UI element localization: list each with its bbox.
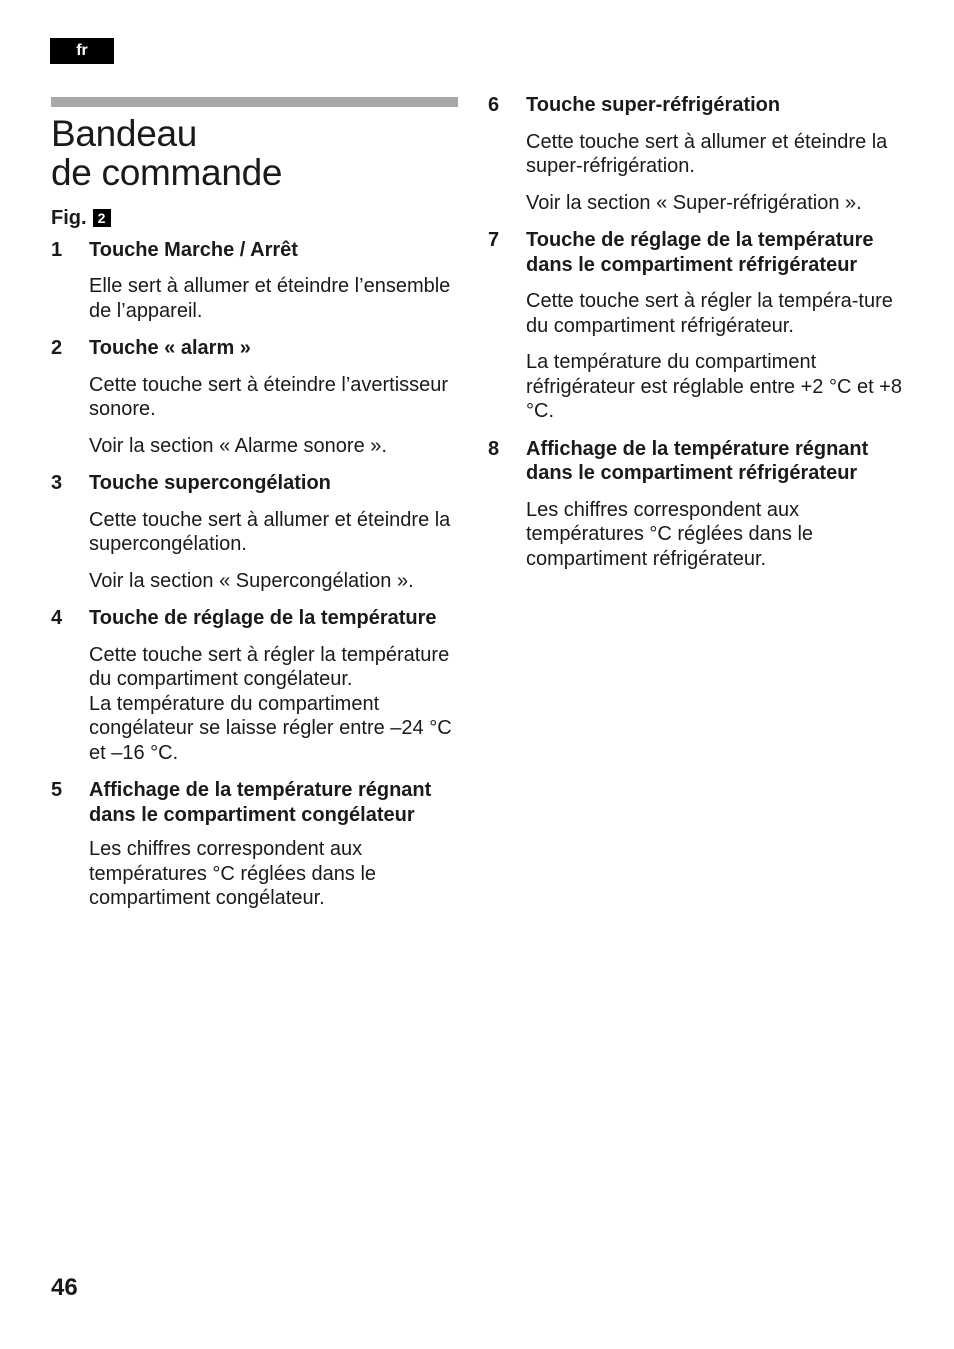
list-item [51, 238, 471, 324]
item-number: 3 [51, 472, 63, 494]
item-title: Touche super-réfrigération [526, 94, 781, 116]
item-paragraph: Voir la section « Super-réfrigération ». [526, 191, 862, 214]
item-heading [51, 606, 471, 631]
list-item [51, 471, 471, 593]
item-title: Touche « alarm » [89, 337, 251, 359]
item-paragraph: Cette touche sert à régler la température du compartiment congélateur. [89, 643, 450, 690]
item-paragraph: Cette touche sert à allumer et éteindre la super-réfrigération. [526, 130, 888, 177]
item-paragraph: Les chiffres correspondent aux températures °C réglées dans le compartiment réfrigérateur. [526, 498, 814, 570]
section-rule [51, 97, 458, 107]
item-paragraph: Cette touche sert à éteindre l’avertisseur sonore. [89, 373, 449, 420]
item-paragraph: Voir la section « Alarme sonore ». [89, 434, 387, 457]
item-title: Touche de réglage de la température [89, 607, 437, 629]
list-item [488, 228, 908, 424]
item-heading [51, 238, 471, 263]
item-number: 4 [51, 607, 63, 629]
page-title [51, 114, 282, 192]
item-title: Touche de réglage de la température dans le compartiment réfrigérateur [526, 229, 874, 276]
list-item [51, 336, 471, 458]
item-heading [51, 778, 471, 827]
list-item [488, 437, 908, 572]
item-paragraph: Elle sert à allumer et éteindre l’ensemble de l’appareil. [89, 275, 451, 322]
language-tab: fr [50, 38, 114, 64]
list-item [51, 778, 471, 911]
list-item [51, 606, 471, 765]
item-heading [51, 471, 471, 496]
item-body [51, 274, 471, 323]
item-paragraph: Les chiffres correspondent aux températures °C réglées dans le compartiment congélateur. [89, 838, 377, 909]
item-number: 2 [51, 337, 63, 359]
item-paragraph: Voir la section « Supercongélation ». [89, 569, 414, 592]
item-paragraph: Cette touche sert à allumer et éteindre la supercongélation. [89, 508, 451, 555]
item-body [51, 508, 471, 594]
figure-label: Fig. [51, 207, 87, 229]
figure-number-badge: 2 [93, 209, 111, 227]
item-paragraph: La température du compartiment réfrigérateur est réglable entre +2 °C et +8 °C. [526, 351, 902, 422]
item-title: Touche Marche / Arrêt [89, 238, 298, 261]
page-number: 46 [51, 1274, 78, 1301]
right-column [488, 93, 908, 584]
item-body [488, 130, 908, 216]
item-heading [488, 93, 908, 118]
item-title: Touche supercongélation [89, 472, 331, 494]
item-body [488, 289, 908, 424]
title-line-1: Bandeau [51, 113, 198, 154]
item-paragraph: La température du compartiment congélateur se laisse régler entre –24 °C et –16 °C. [89, 692, 452, 764]
item-body [488, 498, 908, 572]
list-item [488, 93, 908, 215]
item-body [51, 643, 471, 766]
item-body [51, 373, 471, 459]
item-number: 1 [51, 238, 63, 261]
item-number: 5 [51, 779, 63, 801]
item-number: 7 [488, 229, 500, 251]
item-heading [51, 336, 471, 361]
figure-reference [51, 206, 471, 231]
item-title: Affichage de la température régnant dans le compartiment congélateur [89, 779, 432, 826]
item-title: Affichage de la température régnant dans le compartiment réfrigérateur [526, 437, 869, 484]
item-paragraph: Cette touche sert à régler la tempéra-ture du compartiment réfrigérateur. [526, 290, 893, 337]
item-number: 8 [488, 437, 500, 460]
item-number: 6 [488, 94, 500, 116]
item-heading [488, 228, 908, 277]
item-body [51, 837, 471, 911]
title-line-2: de commande [51, 152, 283, 193]
item-heading [488, 437, 908, 486]
left-column [51, 206, 471, 924]
